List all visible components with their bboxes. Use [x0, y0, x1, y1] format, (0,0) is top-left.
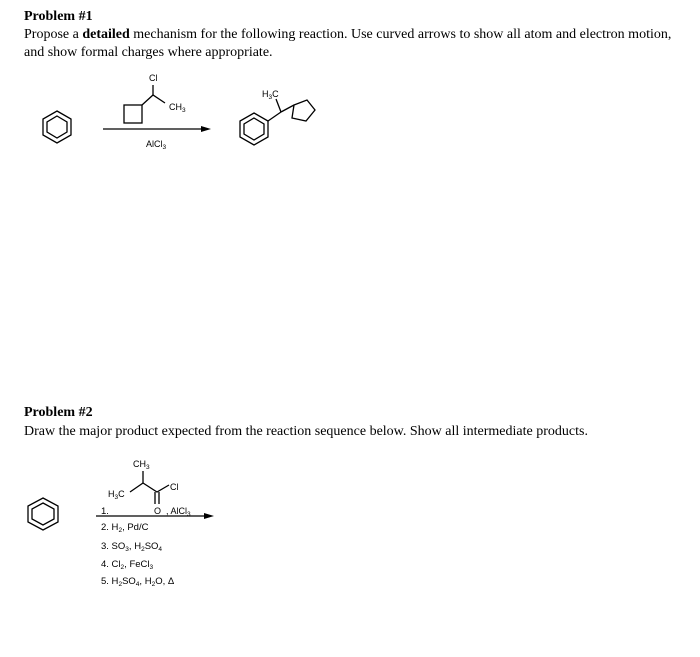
problem-2-heading: Problem #2: [24, 405, 93, 420]
methyl-label-3: $H_3C$: [108, 489, 125, 501]
benzene-reactant-1: [43, 111, 71, 143]
problem-1-heading: Problem #1: [24, 9, 93, 24]
step-3: 3. $SO_3$, $H_2SO_4$: [101, 541, 163, 553]
product-methyl-label: $H_3C$: [262, 89, 279, 101]
step-2: 2. $H_2$, Pd/C: [101, 522, 149, 534]
problem-1-text-start: Propose a: [24, 27, 83, 42]
chlorine-label-2: Cl: [170, 482, 179, 492]
cyclobutyl-chloride-reagent: [124, 73, 186, 123]
step-1-number: 1.: [101, 506, 109, 517]
step-4: 4. $Cl_2$, FeCl$_3$: [101, 559, 154, 571]
oxygen-label: O: [154, 506, 162, 516]
acyl-chloride-reagent: [101, 459, 191, 518]
catalyst-label-1: AlCl$_3$: [146, 139, 167, 151]
step-5: 5. $H_2SO_4$, $H_2O$, Δ: [101, 576, 175, 588]
problem-2-instructions: Draw the major product expected from the reaction sequence below. Show all intermediate products.: [24, 424, 588, 439]
catalyst-label-2: , AlCl$_3$: [166, 506, 191, 518]
reaction-arrow-1: [103, 126, 211, 132]
product-1-structure: [240, 89, 315, 145]
methyl-label: $CH_3$: [169, 102, 186, 114]
reaction-steps: [101, 522, 175, 588]
chlorine-label: Cl: [149, 73, 158, 83]
methyl-label-2: $CH_3$: [133, 459, 150, 471]
problem-1-text-end: mechanism for the following reaction. Use curved arrows to show all atom and electron motion, and show formal charges where appropriate.: [24, 27, 672, 60]
problem-1-text-bold: detailed: [82, 27, 130, 42]
benzene-reactant-2: [28, 498, 58, 530]
